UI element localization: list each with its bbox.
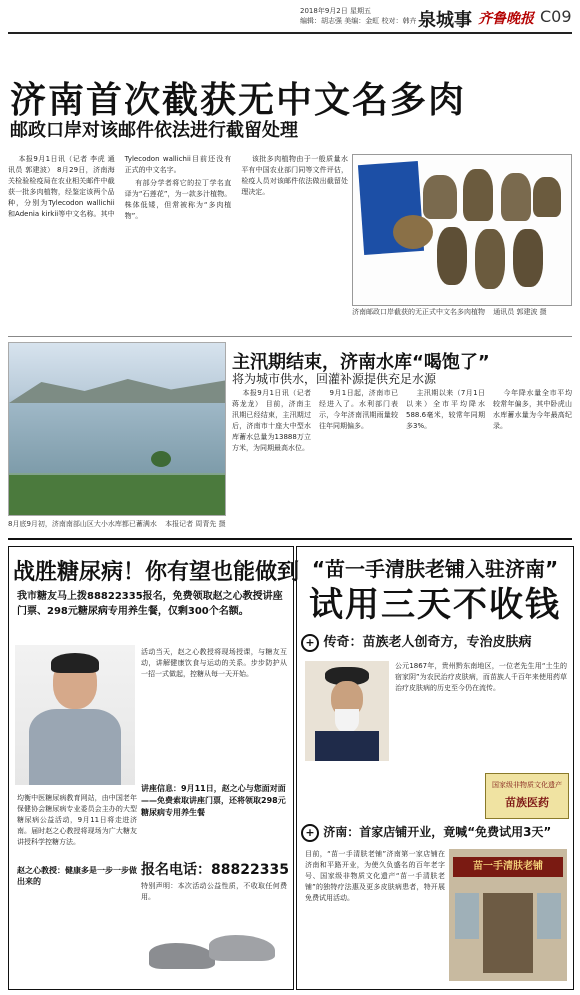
ad2-section2 [301, 823, 571, 842]
story2-paragraph: 本报9月1日讯（记者 蒋龙龙） 目前，济南主汛期已经结束，主汛期过后，济南市十座大中型水库蓄水总量为13888万立方米，为同期最高水位。 [232, 389, 311, 452]
caption-credit: 通讯员 郭建波 摄 [493, 308, 547, 316]
story1-photo-caption [352, 306, 570, 318]
story2-photo [8, 342, 226, 516]
portrait-shirt [29, 709, 121, 785]
ad-diabetes [8, 546, 300, 990]
story1-headline: 济南首次截获无中文名多肉 [10, 80, 467, 121]
heritage-seal [485, 773, 569, 819]
succulent-shape [393, 215, 433, 249]
ad-skin-clinic [296, 546, 574, 990]
reservoir-water [9, 403, 225, 473]
ad2-section1 [301, 631, 571, 652]
ad1-shoes-image [149, 927, 279, 981]
ad1-portrait [15, 645, 135, 785]
story1-paragraph: 本报9月1日讯（记者 李虎 通讯员 郭建波） 8月29日，济南海关检验检疫局在农业相关邮件中截获一批多肉植物，经鉴定该两个品种，分别为Tylecodon wallichii和Adenia kirkii等中文名称。其中Tylecodon wallichii目前还没有正式的中文名字。 [8, 155, 232, 218]
ad1-phone-note: 特别声明：本次活动公益性质，不收取任何费用。 [141, 882, 287, 901]
ad2-section2-body: 目前，“苗一手清肤老铺”济南第一家店铺在济南和平路开业，为使久负盛名的百年老字号、国家级非物质文化遗产“苗一手清肤老铺”的独特疗法惠及更多皮肤病患者，特开展免费试用活动。 [305, 850, 445, 902]
succulent-shape [475, 229, 505, 289]
story1-photo [352, 154, 572, 306]
ad2-shopfront [449, 849, 567, 981]
ad1-phone: 报名电话：88822335 [141, 862, 289, 878]
ad1-sub: 赵之心教授：健康多是一步一步做出来的 [17, 866, 137, 886]
island-shape [151, 451, 171, 467]
shoe-shape [209, 935, 275, 961]
succulent-shape [437, 227, 467, 285]
ad2-top-title: “苗一手清肤老铺入驻济南” [311, 557, 559, 581]
brand-logo: 齐鲁晚报 [478, 11, 534, 27]
seal-text: 国家级非物质文化遗产 [492, 781, 562, 789]
story1-paragraph: 该批多肉植物由于一般质量水平有中国农业部门同等文件评估，检疫人员对该邮件依法做出截留处理决定。 [241, 155, 348, 196]
story2-body [232, 388, 572, 528]
ad2-section1-body: 公元1867年，贵州黔东南地区，一位老先生用“土生的宿家阴”为农民治疗皮肤病，而苗族人千百年来使用药草治疗皮肤病的历史至今仍在流传。 [395, 662, 567, 692]
shop-window [455, 893, 479, 939]
mountain-shape [9, 373, 225, 403]
story2-subhead: 将为城市供水，回灌补源提供充足水源 [232, 372, 437, 386]
succulent-shape [463, 169, 493, 221]
portrait-hair [51, 653, 99, 673]
shore-trees [9, 475, 225, 515]
portrait-beard [335, 709, 359, 733]
story2-paragraph: 主汛期以来（7月1日以来）全市平均降水588.6毫米，较常年同期多3%。 [406, 389, 485, 430]
header-divider [8, 32, 572, 34]
date-line: 2018年9月2日 星期五 [300, 7, 371, 15]
section-title: 泉城事 [418, 10, 472, 31]
shop-window [537, 893, 561, 939]
succulent-shape [533, 177, 561, 217]
editor-line: 编辑：胡志强 美编：金虹 校对：韩卉 [300, 17, 417, 25]
succulent-shape [501, 173, 531, 221]
story2-paragraph: 9月1日起，济南市已经进入了。水利部门表示，今年济南汛期雨量较往年同期偏多。 [319, 389, 398, 430]
shoe-shape [149, 943, 215, 969]
story1-subhead: 邮政口岸对该邮件依法进行截留处理 [10, 120, 298, 141]
ad1-headline: 战胜糖尿病！你有望也能做到 [13, 560, 300, 585]
ad1-side-body: 活动当天，赵之心教授将现场授课，与糖友互动，讲解健康饮食与运动的关系。步步防护从一招一式做起，控糖从每一天开始。 [141, 648, 287, 678]
ad1-lead: 我市糖友马上拨88822335报名，免费领取赵之心教授讲座门票、298元糖尿病专用养生餐，仅剩300个名额。 [17, 591, 283, 617]
story2-headline: 主汛期结束，济南水库“喝饱了” [232, 352, 490, 373]
page-number: C09 [540, 7, 572, 26]
story1-paragraph: 有部分学者将它的拉丁学名直译为“石莲花”，为一款多汁植物。株体低矮，但常被称为“多肉植物”。 [124, 179, 232, 220]
shop-sign: 苗一手清肤老铺 [453, 857, 563, 877]
ad2-elder-portrait [305, 661, 389, 761]
ad2-section2-label: 济南：首家店铺开业，竟喊“免费试用3天” [323, 825, 552, 839]
portrait-robe [315, 731, 379, 761]
caption-text: 8月底9月初，济南南部山区大小水库都已蓄满水 [8, 520, 157, 528]
succulent-shape [423, 175, 457, 219]
caption-credit: 本报记者 周青先 摄 [165, 520, 226, 528]
section-divider [8, 336, 572, 337]
succulent-shape [513, 229, 543, 287]
plus-icon: + [301, 634, 319, 652]
ad2-section1-label: 传奇：苗族老人创奇方，专治皮肤病 [323, 635, 532, 650]
ad-divider [8, 538, 572, 540]
ad2-big-title: 试用三天不收钱 [309, 585, 561, 625]
shop-door [483, 893, 533, 973]
seal-sub: 苗族医药 [505, 796, 549, 809]
caption-text: 济南邮政口岸截获的无正式中文名多肉植物 [352, 308, 485, 316]
story1-body [8, 154, 348, 332]
story2-paragraph: 今年降水量全市平均较常年偏多，其中卧虎山水库蓄水量为今年最高纪录。 [493, 389, 572, 430]
plus-icon: + [301, 824, 319, 842]
ad1-notice: 讲座信息：9月11日，赵之心与您面对面——免费索取讲座门票，还将领取298元糖尿病专用养生餐 [141, 784, 286, 817]
ad1-body: 均衡中医糖尿病教育网站，由中国老年保健协会糖尿病专业委员会主办的大型糖尿病公益活动，9月11日将走进济南。届时赵之心教授将现场为广大糖友讲授科学控糖方法。 [17, 794, 137, 846]
